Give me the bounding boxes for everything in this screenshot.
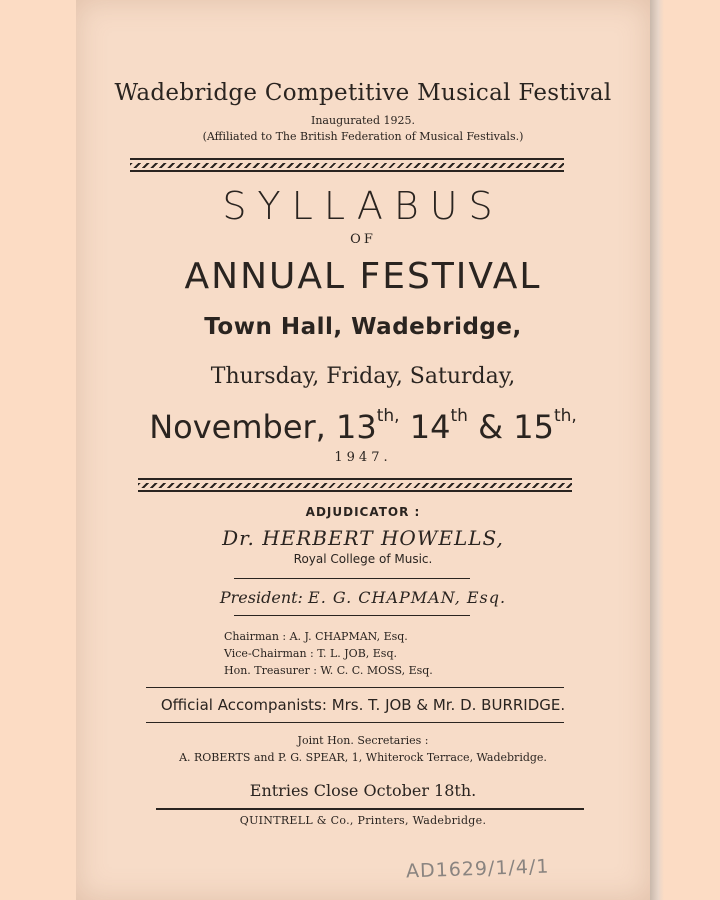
middle-zigzag-border [138, 483, 572, 488]
president-divider [234, 615, 470, 616]
date-day-1-suffix: th, [376, 406, 400, 426]
date-day-3-suffix: th, [553, 406, 577, 426]
entries-close-line: Entries Close October 18th. [249, 781, 477, 800]
annual-festival-heading: ANNUAL FESTIVAL [184, 256, 542, 297]
middle-rule-lower [138, 490, 572, 492]
officer-chairman: Chairman : A. J. CHAPMAN, Esq. [224, 630, 408, 643]
festival-name: Wadebridge Competitive Musical Festival [114, 80, 612, 106]
syllabus-page [76, 0, 650, 900]
president-label: President: [219, 588, 303, 607]
officers-list [224, 628, 433, 679]
printer-rule [156, 808, 584, 810]
top-rule [130, 158, 564, 160]
officers-divider [146, 687, 564, 688]
date-ampersand: & [478, 408, 504, 446]
accompanists-line: Official Accompanists: Mrs. T. JOB & Mr. D. BURRIDGE. [160, 696, 566, 714]
adjudicator-divider [234, 578, 470, 579]
date-day-1: 13 [336, 408, 377, 446]
venue-line: Town Hall, Wadebridge, [204, 314, 522, 340]
secretaries-label: Joint Hon. Secretaries : [297, 734, 429, 747]
inaugurated-line: Inaugurated 1925. [311, 114, 415, 127]
adjudicator-name: Dr. HERBERT HOWELLS, [222, 526, 504, 550]
affiliation-line: (Affiliated to The British Federation of Musical Festivals.) [202, 130, 524, 143]
accompanists-divider [146, 722, 564, 723]
year-line: 1947. [334, 450, 392, 465]
president-name: E. G. CHAPMAN, Esq. [308, 588, 507, 607]
of-word: OF [350, 232, 376, 247]
date-line [76, 408, 650, 446]
officer-treasurer: Hon. Treasurer : W. C. C. MOSS, Esq. [224, 664, 433, 677]
syllabus-heading: SYLLABUS [222, 184, 504, 228]
date-month: November, [149, 408, 326, 446]
printer-line: QUINTRELL & Co., Printers, Wadebridge. [239, 814, 487, 827]
adjudicator-label: ADJUDICATOR : [305, 505, 421, 519]
date-day-2-suffix: th [450, 406, 468, 426]
officer-vice-chairman: Vice-Chairman : T. L. JOB, Esq. [224, 647, 397, 660]
middle-rule [138, 478, 572, 480]
archive-pencil-mark: AD1629/1/4/1 [405, 855, 550, 883]
page-edge-shadow [650, 0, 664, 900]
date-day-3: 15 [513, 408, 554, 446]
adjudicator-affiliation: Royal College of Music. [293, 552, 433, 566]
president-line [76, 588, 650, 607]
top-zigzag-border [130, 163, 564, 168]
top-rule-lower [130, 170, 564, 172]
days-line: Thursday, Friday, Saturday, [210, 364, 516, 389]
secretaries-names: A. ROBERTS and P. G. SPEAR, 1, Whiterock Terrace, Wadebridge. [179, 751, 547, 764]
date-day-2: 14 [409, 408, 451, 446]
